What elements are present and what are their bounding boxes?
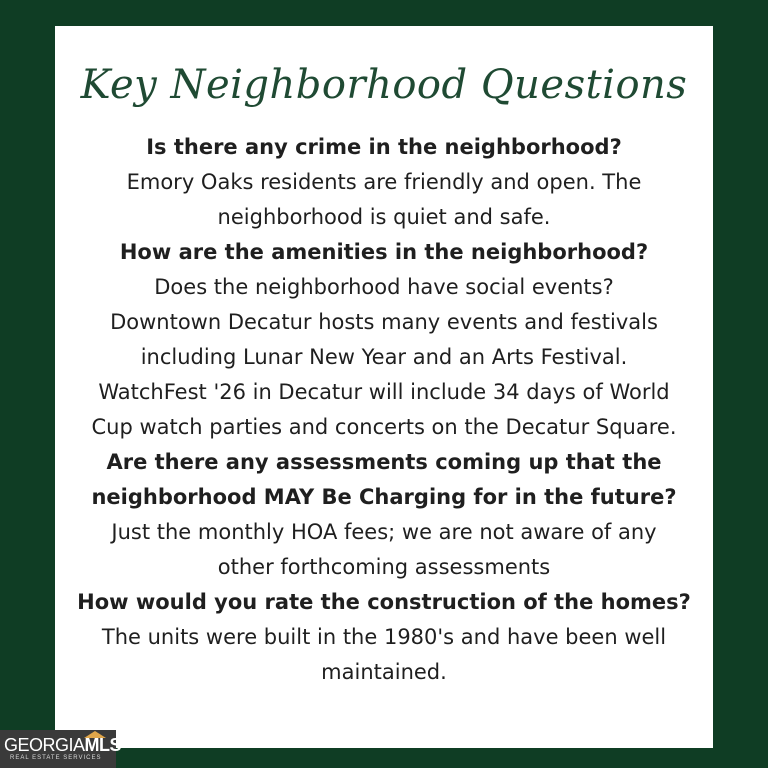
question-3: Does the neighborhood have social events?	[154, 275, 614, 299]
answer-3-line-4: Cup watch parties and concerts on the Decatur Square.	[91, 415, 677, 439]
answer-1-line-2: neighborhood is quiet and safe.	[217, 205, 551, 229]
question-5: How would you rate the construction of the homes?	[77, 590, 691, 614]
answer-3-line-1: Downtown Decatur hosts many events and festivals	[110, 310, 658, 334]
answer-3-line-2: including Lunar New Year and an Arts Festival.	[140, 345, 628, 369]
answer-1-line-1: Emory Oaks residents are friendly and open. The	[126, 170, 642, 194]
answer-4-line-2: other forthcoming assessments	[217, 555, 551, 579]
logo-tagline: REAL ESTATE SERVICES	[10, 755, 102, 761]
logo-brand-suffix: MLS	[84, 735, 122, 755]
question-2: How are the amenities in the neighborhood?	[119, 240, 649, 264]
georgia-mls-logo	[0, 730, 122, 768]
logo-brand	[4, 735, 122, 755]
logo-brand-prefix: GEORGIA	[4, 735, 85, 755]
answer-4-line-1: Just the monthly HOA fees; we are not aware of any	[111, 520, 657, 544]
question-4-line-1: Are there any assessments coming up that the	[106, 450, 662, 474]
question-1: Is there any crime in the neighborhood?	[146, 135, 622, 159]
qa-content	[55, 130, 713, 690]
roof-icon	[84, 731, 106, 738]
answer-5-line-2: maintained.	[321, 660, 447, 684]
page-title: Key Neighborhood Questions	[80, 62, 688, 108]
question-4-line-2: neighborhood MAY Be Charging for in the future?	[91, 485, 677, 509]
answer-5-line-1: The units were built in the 1980's and have been well	[101, 625, 667, 649]
answer-3-line-3: WatchFest '26 in Decatur will include 34 days of World	[98, 380, 670, 404]
